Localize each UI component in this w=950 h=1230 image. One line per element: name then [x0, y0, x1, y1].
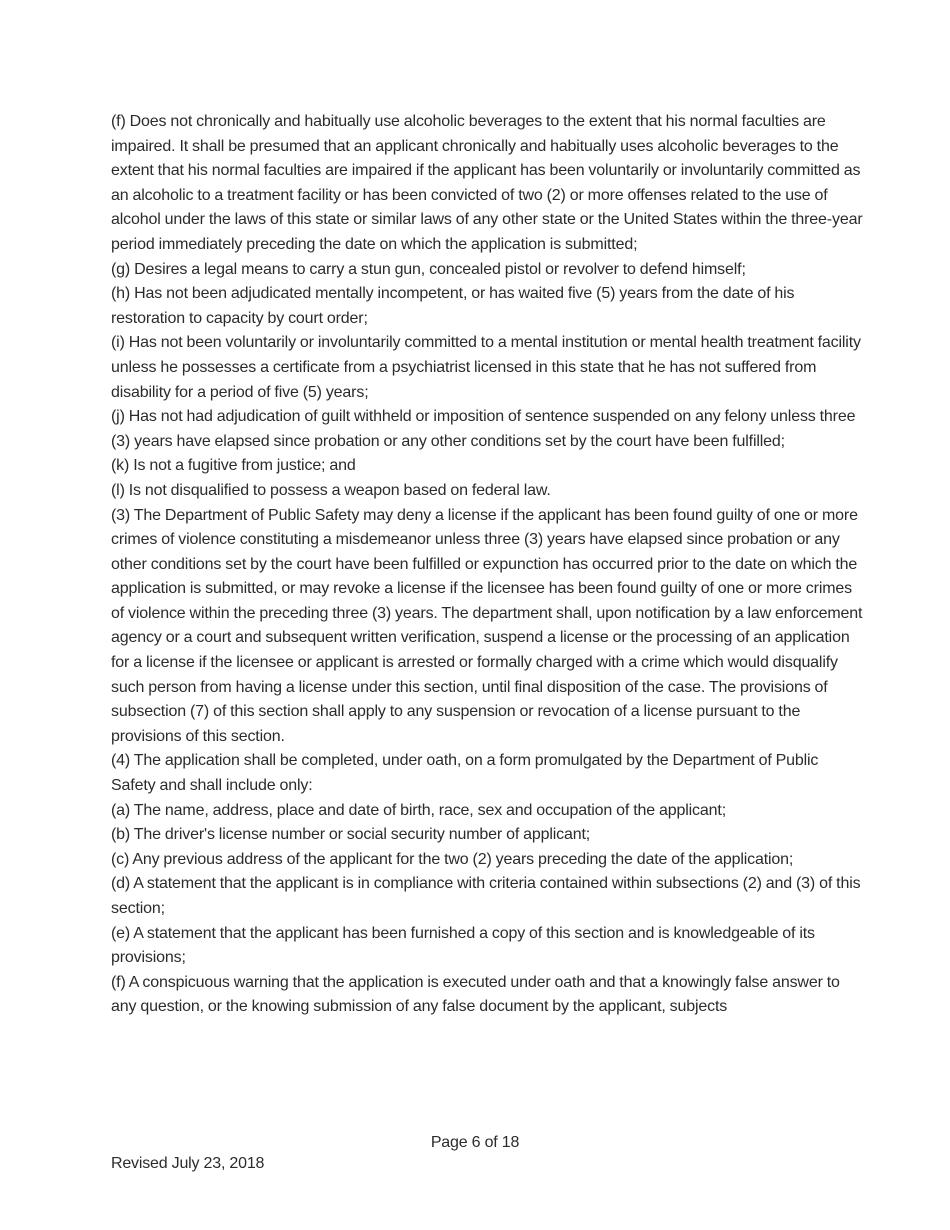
- paragraph-h-mental-incompetent: (h) Has not been adjudicated mentally incompetent, or has waited five (5) years from the date of his restoration to capacity by court order;: [111, 285, 795, 327]
- paragraph-a-name-address: (a) The name, address, place and date of birth, race, sex and occupation of the applicant;: [111, 801, 726, 819]
- paragraph-d-compliance: (d) A statement that the applicant is in compliance with criteria contained within subsections (2) and (3) of this section;: [111, 875, 861, 917]
- paragraph-3-deny-license: (3) The Department of Public Safety may deny a license if the applicant has been found guilty of one or more crimes of violence constituting a misdemeanor unless three (3) years have elapsed since probation or any other conditions set by the court have been fulfilled or expunction has occurred prior to the date on which the application is submitted, or may revoke a license if the licensee has been found guilty of one or more crimes of violence within the preceding three (3) years. The department shall, upon notification by a law enforcement agency or a court and subsequent written verification, suspend a license or the processing of an application for a license if the licensee or applicant is arrested or formally charged with a crime which would disqualify such person from having a license under this section, until final disposition of the case. The provisions of subsection (7) of this section shall apply to any suspension or revocation of a license pursuant to the provisions of this section.: [111, 506, 863, 745]
- paragraph-c-previous-address: (c) Any previous address of the applicant for the two (2) years preceding the date of the application;: [111, 850, 794, 868]
- page-number: Page 6 of 18: [430, 1134, 520, 1151]
- paragraph-k-fugitive: (k) Is not a fugitive from justice; and: [111, 457, 356, 475]
- paragraph-e-furnished-copy: (e) A statement that the applicant has been furnished a copy of this section and is knowledgeable of its provisions;: [111, 924, 815, 967]
- paragraph-4-application: (4) The application shall be completed, under oath, on a form promulgated by the Department of Public Safety and shall include only:: [111, 752, 819, 795]
- paragraph-g-legal-means: (g) Desires a legal means to carry a stun gun, concealed pistol or revolver to defend himself;: [111, 260, 746, 278]
- paragraph-l-federal-law: (l) Is not disqualified to possess a weapon based on federal law.: [111, 481, 551, 499]
- paragraph-f-alcohol: (f) Does not chronically and habitually use alcoholic beverages to the extent that his normal faculties are impaired. It shall be presumed that an applicant chronically and habitually uses alcoholic beverages to the extent that his normal faculties are impaired if the applicant has been voluntarily or involuntarily committed as an alcoholic to a treatment facility or has been convicted of two (2) or more offenses related to the use of alcohol under the laws of this state or similar laws of any other state or the United States within the three-year period immediately preceding the date on which the application is submitted;: [111, 113, 863, 253]
- document-body: [111, 110, 863, 1020]
- paragraph-f-warning: (f) A conspicuous warning that the application is executed under oath and that a knowingly false answer to any question, or the knowing submission of any false document by the applicant, subjects: [111, 973, 840, 1016]
- paragraph-b-drivers-license: (b) The driver's license number or social security number of applicant;: [111, 826, 591, 844]
- paragraph-j-adjudication: (j) Has not had adjudication of guilt withheld or imposition of sentence suspended on any felony unless three (3) years have elapsed since probation or any other conditions set by the court have been fulfilled;: [111, 408, 856, 450]
- paragraph-i-committed: (i) Has not been voluntarily or involuntarily committed to a mental institution or mental health treatment facility unless he possesses a certificate from a psychiatrist licensed in this state that he has not suffered from disability for a period of five (5) years;: [111, 334, 861, 401]
- revised-date: Revised July 23, 2018: [111, 1155, 265, 1172]
